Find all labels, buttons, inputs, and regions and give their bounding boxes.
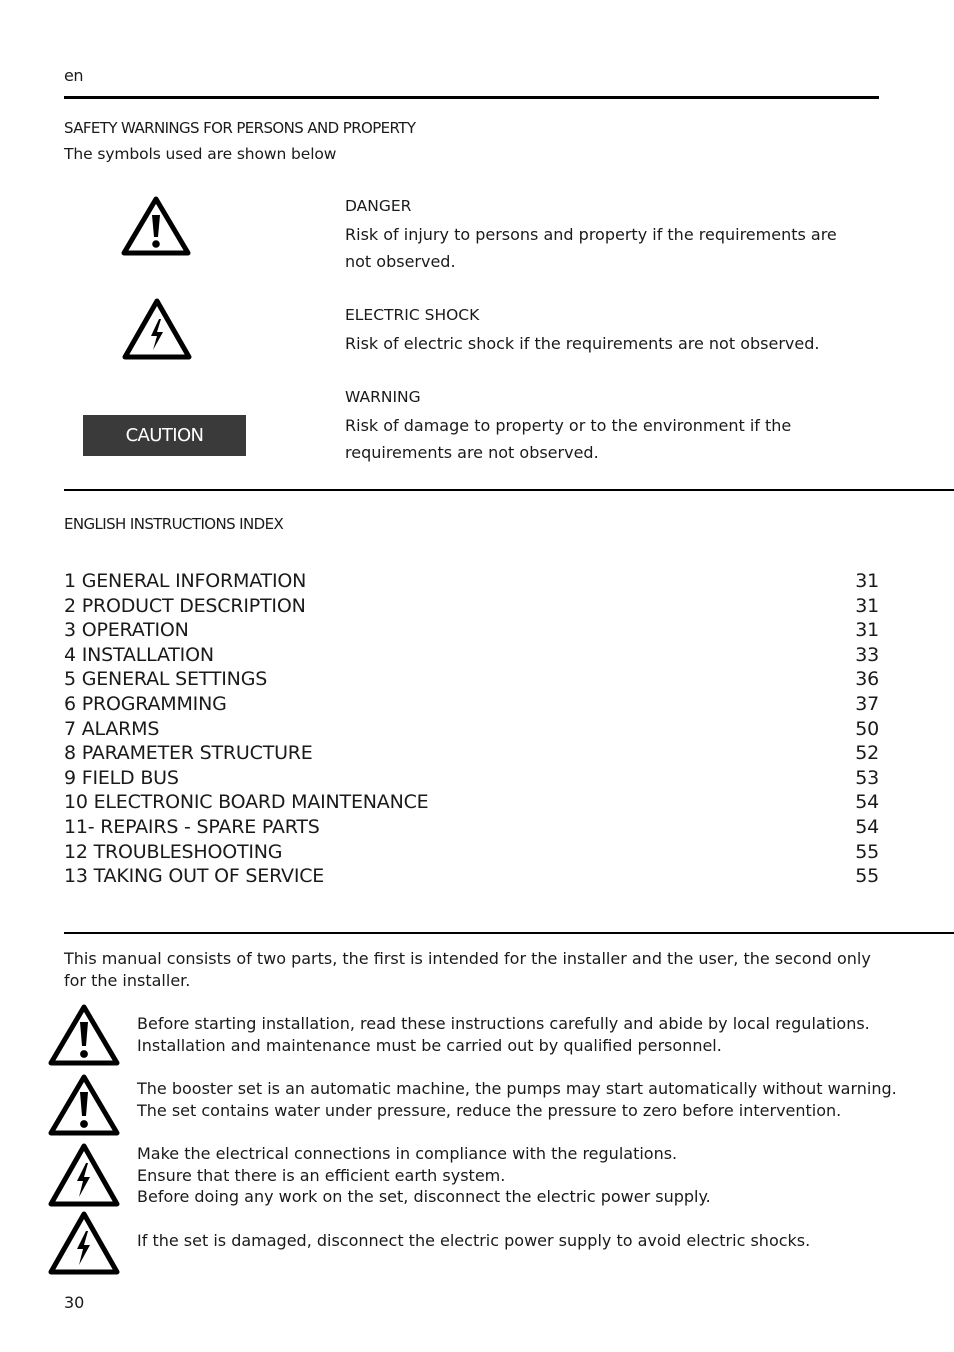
index-page: 31 bbox=[855, 570, 879, 592]
index-page: 52 bbox=[855, 742, 879, 765]
danger-block bbox=[345, 193, 865, 276]
index-item[interactable]: 12 TROUBLESHOOTING 55 bbox=[64, 840, 879, 863]
danger-description: Risk of injury to persons and property if the requirements are not observed. bbox=[345, 224, 837, 271]
index-page: 53 bbox=[855, 766, 879, 789]
warning-text-4: If the set is damaged, disconnect the electric power supply to avoid electric shocks. bbox=[137, 1231, 811, 1250]
index-item[interactable]: 7 ALARMS 50 bbox=[64, 717, 879, 740]
warning-description: Risk of damage to property or to the environment if the requirements are not observed. bbox=[345, 415, 792, 462]
danger-name: DANGER bbox=[345, 197, 412, 215]
index-item[interactable]: 13 TAKING OUT OF SERVICE 55 bbox=[64, 865, 879, 888]
index-title: ENGLISH INSTRUCTIONS INDEX bbox=[64, 515, 284, 533]
electric-shock-name: ELECTRIC SHOCK bbox=[345, 306, 480, 324]
safety-subtitle: The symbols used are shown below bbox=[64, 145, 337, 163]
index-page: 55 bbox=[855, 865, 879, 888]
caution-label: CAUTION bbox=[83, 415, 246, 456]
index-item[interactable]: 1 GENERAL INFORMATION 31 bbox=[64, 570, 879, 592]
index-item[interactable]: 11- REPAIRS - SPARE PARTS 54 bbox=[64, 815, 879, 838]
electric-shock-block bbox=[345, 302, 865, 357]
warning-triangle-icon bbox=[48, 1004, 120, 1066]
electric-shock-icon bbox=[48, 1211, 120, 1275]
warning-text-1: Before starting installation, read these instructions carefully and abide by local regulations. Installation and maintenance must be carried out by qualified personnel. bbox=[137, 1014, 870, 1055]
electric-shock-icon bbox=[122, 298, 192, 360]
manual-intro: This manual consists of two parts, the first is intended for the installer and the user, the second only for the installer. bbox=[64, 949, 871, 990]
index-page: 33 bbox=[855, 643, 879, 666]
index-item[interactable]: 4 INSTALLATION 33 bbox=[64, 643, 879, 666]
index-page: 55 bbox=[855, 840, 879, 863]
warning-triangle-icon bbox=[121, 196, 191, 256]
index-page: 31 bbox=[855, 594, 879, 617]
warning-text-2: The booster set is an automatic machine, the pumps may start automatically without warning. The set contains water under pressure, reduce the pressure to zero before intervention. bbox=[137, 1079, 897, 1120]
index-item[interactable]: 8 PARAMETER STRUCTURE 52 bbox=[64, 742, 879, 765]
index-item[interactable]: 10 ELECTRONIC BOARD MAINTENANCE 54 bbox=[64, 791, 879, 814]
index-list bbox=[64, 569, 879, 889]
warning-block bbox=[345, 384, 815, 467]
warning-text-3: Make the electrical connections in compliance with the regulations. Ensure that there is an efficient earth system. Before doing any work on the set, disconnect the electric power supply. bbox=[137, 1144, 711, 1206]
index-page: 37 bbox=[855, 692, 879, 715]
safety-title: SAFETY WARNINGS FOR PERSONS AND PROPERTY bbox=[64, 119, 416, 137]
index-item[interactable]: 3 OPERATION 31 bbox=[64, 619, 879, 642]
warning-triangle-icon bbox=[48, 1074, 120, 1136]
index-page: 31 bbox=[855, 619, 879, 642]
index-page: 50 bbox=[855, 717, 879, 740]
section-rule bbox=[64, 932, 954, 934]
warning-name: WARNING bbox=[345, 388, 421, 406]
index-page: 54 bbox=[855, 791, 879, 814]
index-page: 54 bbox=[855, 815, 879, 838]
language-code: en bbox=[64, 66, 83, 85]
index-item[interactable]: 9 FIELD BUS 53 bbox=[64, 766, 879, 789]
index-item[interactable]: 2 PRODUCT DESCRIPTION 31 bbox=[64, 594, 879, 617]
electric-shock-icon bbox=[48, 1143, 120, 1207]
index-item[interactable]: 6 PROGRAMMING 37 bbox=[64, 692, 879, 715]
electric-shock-description: Risk of electric shock if the requirements are not observed. bbox=[345, 333, 820, 353]
index-item[interactable]: 5 GENERAL SETTINGS 36 bbox=[64, 668, 879, 691]
index-page: 36 bbox=[855, 668, 879, 691]
section-rule bbox=[64, 489, 954, 491]
header-rule bbox=[64, 96, 879, 99]
page-number: 30 bbox=[64, 1293, 85, 1312]
